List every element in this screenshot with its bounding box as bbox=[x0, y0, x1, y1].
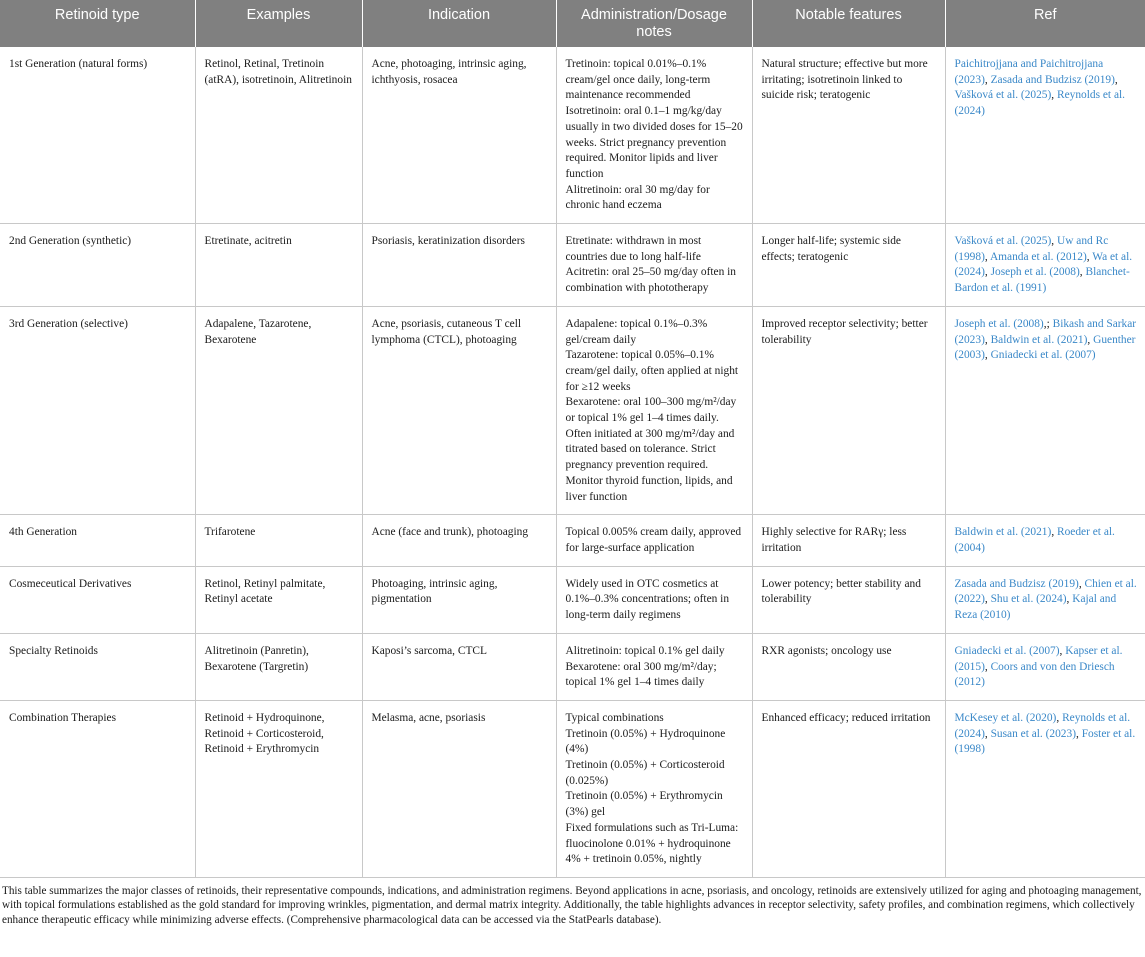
table-row bbox=[0, 700, 1145, 877]
cell-type: Combination Therapies bbox=[0, 700, 195, 877]
cell-examples: Retinol, Retinal, Tretinoin (atRA), isotretinoin, Alitretinoin bbox=[195, 47, 362, 224]
cell-indication: Photoaging, intrinsic aging, pigmentation bbox=[362, 566, 556, 633]
cell-dosage bbox=[556, 224, 752, 307]
dosage-line: Topical 0.005% cream daily, approved for large-surface application bbox=[565, 526, 742, 554]
header-indication: Indication bbox=[362, 0, 556, 47]
cell-indication: Acne, photoaging, intrinsic aging, ichthyosis, rosacea bbox=[362, 47, 556, 224]
cell-features: Longer half-life; systemic side effects; teratogenic bbox=[752, 224, 945, 307]
cell-type: Cosmeceutical Derivatives bbox=[0, 566, 195, 633]
ref-link[interactable]: Zasada and Budzisz (2019) bbox=[954, 577, 1079, 590]
cell-features: Highly selective for RARγ; less irritation bbox=[752, 515, 945, 566]
dosage-line: Tretinoin (0.05%) + Corticosteroid (0.025%) bbox=[565, 759, 725, 787]
cell-examples: Etretinate, acitretin bbox=[195, 224, 362, 307]
ref-link[interactable]: Zasada and Budzisz (2019) bbox=[990, 73, 1115, 86]
ref-link[interactable]: Amanda et al. (2012) bbox=[989, 250, 1087, 263]
cell-features: Natural structure; effective but more irritating; isotretinoin linked to suicide risk; teratogenic bbox=[752, 47, 945, 224]
ref-link[interactable]: Susan et al. (2023) bbox=[990, 727, 1076, 740]
ref-link[interactable]: Vašková et al. (2025) bbox=[954, 235, 1052, 248]
ref-link[interactable]: Uw and Rc (1998) bbox=[954, 235, 1109, 263]
dosage-line: Typical combinations bbox=[565, 711, 664, 724]
cell-indication: Psoriasis, keratinization disorders bbox=[362, 224, 556, 307]
dosage-line: Bexarotene: oral 100–300 mg/m²/day or topical 1% gel 1–4 times daily. Often initiated at 300 mg/m²/day and titrated based on tolerance. Strict pregnancy prevention required. Monitor thyroid function, lipids, and liver function bbox=[565, 396, 737, 503]
ref-link[interactable]: Guenther (2003) bbox=[954, 333, 1136, 362]
ref-link[interactable]: Roeder et al. (2004) bbox=[954, 526, 1115, 554]
cell-indication: Acne, psoriasis, cutaneous T cell lymphoma (CTCL), photoaging bbox=[362, 306, 556, 514]
dosage-line: Tretinoin: topical 0.01%–0.1% cream/gel once daily, long-term maintenance recommended bbox=[565, 58, 711, 102]
table-row bbox=[0, 306, 1145, 514]
dosage-line: Fixed formulations such as Tri-Luma: fluocinolone 0.01% + hydroquinone 4% + tretinoin 0.05%, nightly bbox=[565, 821, 739, 866]
dosage-line: Acitretin: oral 25–50 mg/day often in combination with phototherapy bbox=[565, 266, 737, 295]
cell-type: Specialty Retinoids bbox=[0, 633, 195, 700]
ref-link[interactable]: Kajal and Reza (2010) bbox=[954, 593, 1117, 622]
header-ref: Ref bbox=[945, 0, 1145, 47]
dosage-line: Adapalene: topical 0.1%–0.3% gel/cream daily bbox=[565, 317, 708, 346]
cell-examples: Retinoid + Hydroquinone, Retinoid + Corticosteroid, Retinoid + Erythromycin bbox=[195, 700, 362, 877]
cell-examples: Adapalene, Tazarotene, Bexarotene bbox=[195, 306, 362, 514]
header-dosage: Administration/Dosage notes bbox=[556, 0, 752, 47]
cell-features: Lower potency; better stability and tolerability bbox=[752, 566, 945, 633]
cell-refs: Baldwin et al. (2021), Roeder et al. (2004) bbox=[945, 515, 1145, 566]
cell-type: 2nd Generation (synthetic) bbox=[0, 224, 195, 307]
table-row bbox=[0, 515, 1145, 566]
dosage-line: Widely used in OTC cosmetics at 0.1%–0.3% concentrations; often in long-term daily regimens bbox=[565, 577, 730, 622]
table-row bbox=[0, 224, 1145, 307]
cell-dosage bbox=[556, 306, 752, 514]
header-examples: Examples bbox=[195, 0, 362, 47]
ref-link[interactable]: Baldwin et al. (2021) bbox=[954, 526, 1052, 539]
cell-dosage bbox=[556, 633, 752, 700]
cell-features: Enhanced efficacy; reduced irritation bbox=[752, 700, 945, 877]
cell-refs: Vašková et al. (2025), Uw and Rc (1998), Amanda et al. (2012), Wa et al. (2024), Joseph et al. (2008), Blanchet-Bardon et al. (1991) bbox=[945, 224, 1145, 307]
table-row bbox=[0, 47, 1145, 224]
ref-link[interactable]: Foster et al. (1998) bbox=[954, 727, 1136, 756]
cell-dosage bbox=[556, 515, 752, 566]
table-footnote: This table summarizes the major classes of retinoids, their representative compounds, indications, and administration regimens. Beyond applications in acne, psoriasis, and oncology, retinoids are extensively utilized for aging and photoaging management, with topical formulations established as the gold standard for improving wrinkles, pigmentation, and dermal matrix integrity. Additionally, the table highlights advances in receptor selectivity, safety profiles, and combination regimens, which collectively enhance therapeutic efficacy while minimizing adverse effects. (Comprehensive pharmacological data can be accessed via the StatPearls database). bbox=[2, 884, 1142, 926]
cell-dosage bbox=[556, 700, 752, 877]
cell-examples: Retinol, Retinyl palmitate, Retinyl acetate bbox=[195, 566, 362, 633]
cell-refs: McKesey et al. (2020), Reynolds et al. (2024), Susan et al. (2023), Foster et al. (1998) bbox=[945, 700, 1145, 877]
cell-features: Improved receptor selectivity; better tolerability bbox=[752, 306, 945, 514]
cell-examples: Alitretinoin (Panretin), Bexarotene (Targretin) bbox=[195, 633, 362, 700]
ref-link[interactable]: Reynolds et al. (2024) bbox=[954, 711, 1131, 740]
dosage-line: Isotretinoin: oral 0.1–1 mg/kg/day usually in two divided doses for 15–20 weeks. Strict pregnancy prevention required. Monitor lipids and liver function bbox=[565, 105, 743, 180]
dosage-line: Bexarotene: oral 300 mg/m²/day; topical 1% gel 1–4 times daily bbox=[565, 660, 717, 689]
dosage-line: Tretinoin (0.05%) + Erythromycin (3%) gel bbox=[565, 790, 723, 819]
header-features: Notable features bbox=[752, 0, 945, 47]
table-row bbox=[0, 633, 1145, 700]
table-row bbox=[0, 566, 1145, 633]
dosage-line: Etretinate: withdrawn in most countries due to long half-life bbox=[565, 235, 702, 263]
ref-link[interactable]: Shu et al. (2024) bbox=[990, 593, 1067, 606]
dosage-line: Alitretinoin: oral 30 mg/day for chronic hand eczema bbox=[565, 183, 710, 212]
cell-examples: Trifarotene bbox=[195, 515, 362, 566]
cell-type: 4th Generation bbox=[0, 515, 195, 566]
ref-link[interactable]: Gniadecki et al. (2007) bbox=[954, 644, 1060, 657]
cell-type: 1st Generation (natural forms) bbox=[0, 47, 195, 224]
ref-link[interactable]: Gniadecki et al. (2007) bbox=[990, 349, 1096, 362]
cell-indication: Kaposi’s sarcoma, CTCL bbox=[362, 633, 556, 700]
ref-link[interactable]: Kapser et al. (2015) bbox=[954, 644, 1123, 673]
ref-link[interactable]: Chien et al. (2022) bbox=[954, 577, 1137, 606]
ref-link[interactable]: Blanchet-Bardon et al. (1991) bbox=[954, 266, 1130, 295]
cell-refs: Joseph et al. (2008),; Bikash and Sarkar (2023), Baldwin et al. (2021), Guenther (2003), Gniadecki et al. (2007) bbox=[945, 306, 1145, 514]
ref-link[interactable]: Coors and von den Driesch (2012) bbox=[954, 660, 1115, 689]
ref-link[interactable]: Joseph et al. (2008) bbox=[990, 266, 1080, 279]
ref-link[interactable]: Wa et al. (2024) bbox=[954, 250, 1133, 279]
ref-link[interactable]: Joseph et al. (2008) bbox=[954, 317, 1044, 330]
cell-refs: Paichitrojjana and Paichitrojjana (2023), Zasada and Budzisz (2019), Vašková et al. (2025), Reynolds et al. (2024) bbox=[945, 47, 1145, 224]
cell-refs: Gniadecki et al. (2007), Kapser et al. (2015), Coors and von den Driesch (2012) bbox=[945, 633, 1145, 700]
ref-link[interactable]: Baldwin et al. (2021) bbox=[990, 333, 1088, 346]
ref-link[interactable]: Vašková et al. (2025) bbox=[954, 89, 1052, 102]
cell-dosage bbox=[556, 47, 752, 224]
cell-dosage bbox=[556, 566, 752, 633]
dosage-line: Tazarotene: topical 0.05%–0.1% cream/gel daily, often applied at night for ≥12 weeks bbox=[565, 349, 739, 393]
ref-link[interactable]: Bikash and Sarkar (2023) bbox=[954, 317, 1137, 346]
header-retinoid-type: Retinoid type bbox=[0, 0, 195, 47]
cell-type: 3rd Generation (selective) bbox=[0, 306, 195, 514]
cell-features: RXR agonists; oncology use bbox=[752, 633, 945, 700]
ref-link[interactable]: Paichitrojjana and Paichitrojjana (2023) bbox=[954, 58, 1104, 86]
cell-refs: Zasada and Budzisz (2019), Chien et al. (2022), Shu et al. (2024), Kajal and Reza (2010) bbox=[945, 566, 1145, 633]
dosage-line: Alitretinoin: topical 0.1% gel daily bbox=[565, 644, 725, 657]
cell-indication: Acne (face and trunk), photoaging bbox=[362, 515, 556, 566]
dosage-line: Tretinoin (0.05%) + Hydroquinone (4%) bbox=[565, 727, 726, 756]
ref-link[interactable]: Reynolds et al. (2024) bbox=[954, 89, 1126, 118]
ref-link[interactable]: McKesey et al. (2020) bbox=[954, 711, 1057, 724]
cell-indication: Melasma, acne, psoriasis bbox=[362, 700, 556, 877]
header-row bbox=[0, 0, 1145, 47]
